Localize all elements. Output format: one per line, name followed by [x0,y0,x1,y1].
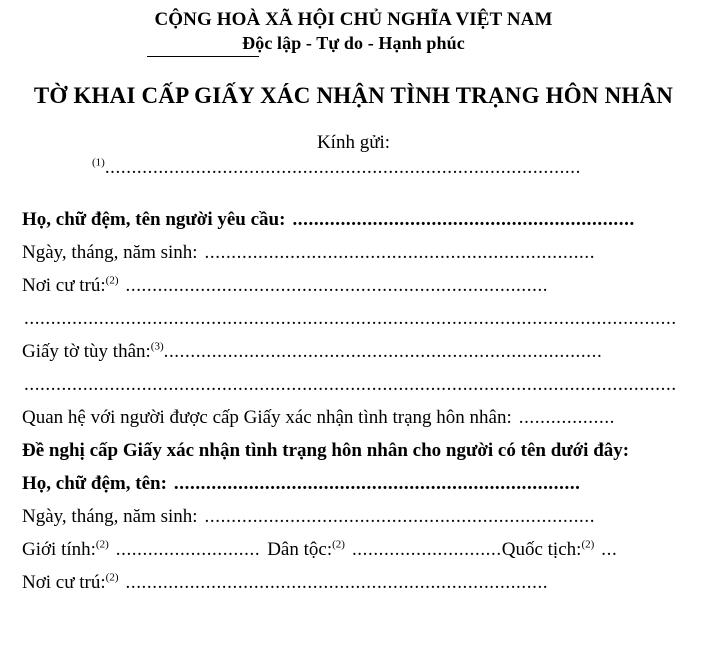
applicant-name-line[interactable] [22,203,682,236]
applicant-residence-continuation-line[interactable]: .......................................................................................................................... [24,308,677,330]
applicant-dob-line[interactable] [22,236,682,269]
subject-residence-dotted-fill: ............................................................................... [125,572,549,594]
applicant-residence-label: Nơi cư trú: [22,275,106,297]
applicant-dob-label: Ngày, tháng, năm sinh: [22,242,198,264]
subject-nationality-label: Quốc tịch: [501,539,582,561]
subject-gender-ethnicity-nationality-line[interactable] [22,533,682,566]
document-header [0,0,707,56]
subject-gender-dotted-fill: ........................... [115,539,261,561]
applicant-id-label: Giấy tờ tùy thân: [22,341,151,363]
recipient-dotted-fill: ......................................................................................... [104,157,581,179]
footnote-marker-3-id: (3) [150,340,164,353]
subject-name-label: Họ, chữ đệm, tên: [22,473,167,495]
request-paragraph: Đề nghị cấp Giấy xác nhận tình trạng hôn nhân cho người có tên dưới đây: [22,440,630,462]
applicant-relation-line[interactable] [22,401,682,434]
motto-underline-rule [147,56,259,57]
applicant-residence-line[interactable] [22,269,682,302]
footnote-marker-1: (1) [92,157,105,169]
applicant-name-label: Họ, chữ đệm, tên người yêu cầu: [22,209,286,231]
recipient-label: Kính gửi: [316,132,391,154]
document-title: TỜ KHAI CẤP GIẤY XÁC NHẬN TÌNH TRẠNG HÔN NHÂN [33,82,674,108]
subject-dob-line[interactable] [22,500,682,533]
footnote-marker-2-ethnicity: (2) [332,538,345,551]
applicant-name-dotted-fill: ................................................................ [292,209,635,231]
recipient-block [0,131,707,155]
subject-ethnicity-dotted-fill: ............................ [351,539,502,561]
subject-name-line[interactable] [22,467,682,500]
applicant-id-line[interactable] [22,335,682,368]
national-motto: Độc lập - Tự do - Hạnh phúc [242,33,465,54]
recipient-field[interactable] [92,157,619,179]
subject-residence-label: Nơi cư trú: [22,572,106,594]
applicant-relation-label: Quan hệ với người được cấp Giấy xác nhận tình trạng hôn nhân: [22,407,512,429]
applicant-dob-dotted-fill: ......................................................................... [204,242,596,264]
subject-dob-label: Ngày, tháng, năm sinh: [22,506,198,528]
applicant-id-dotted-fill: .................................................................................. [163,341,603,363]
subject-nationality-dotted-fill: ... [601,539,618,561]
subject-name-dotted-fill: ............................................................................ [173,473,581,495]
subject-gender-label: Giới tính: [22,539,96,561]
applicant-id-continuation-line[interactable]: .......................................................................................................................... [24,374,677,396]
subject-ethnicity-label: Dân tộc: [267,539,333,561]
national-name: CỘNG HOÀ XÃ HỘI CHỦ NGHĨA VIỆT NAM [154,9,553,30]
subject-residence-line[interactable] [22,566,682,599]
applicant-residence-dotted-fill: ............................................................................... [125,275,549,297]
footnote-marker-2-subject-residence: (2) [105,571,119,584]
recipient-input-line [0,157,707,181]
footnote-marker-2-gender: (2) [95,538,109,551]
subject-dob-dotted-fill: ......................................................................... [204,506,596,528]
motto-wrapper [0,32,707,55]
applicant-relation-dotted-fill: .................. [518,407,616,429]
footnote-marker-2-residence: (2) [105,274,119,287]
form-body [0,203,707,599]
footnote-marker-2-nationality: (2) [581,538,595,551]
